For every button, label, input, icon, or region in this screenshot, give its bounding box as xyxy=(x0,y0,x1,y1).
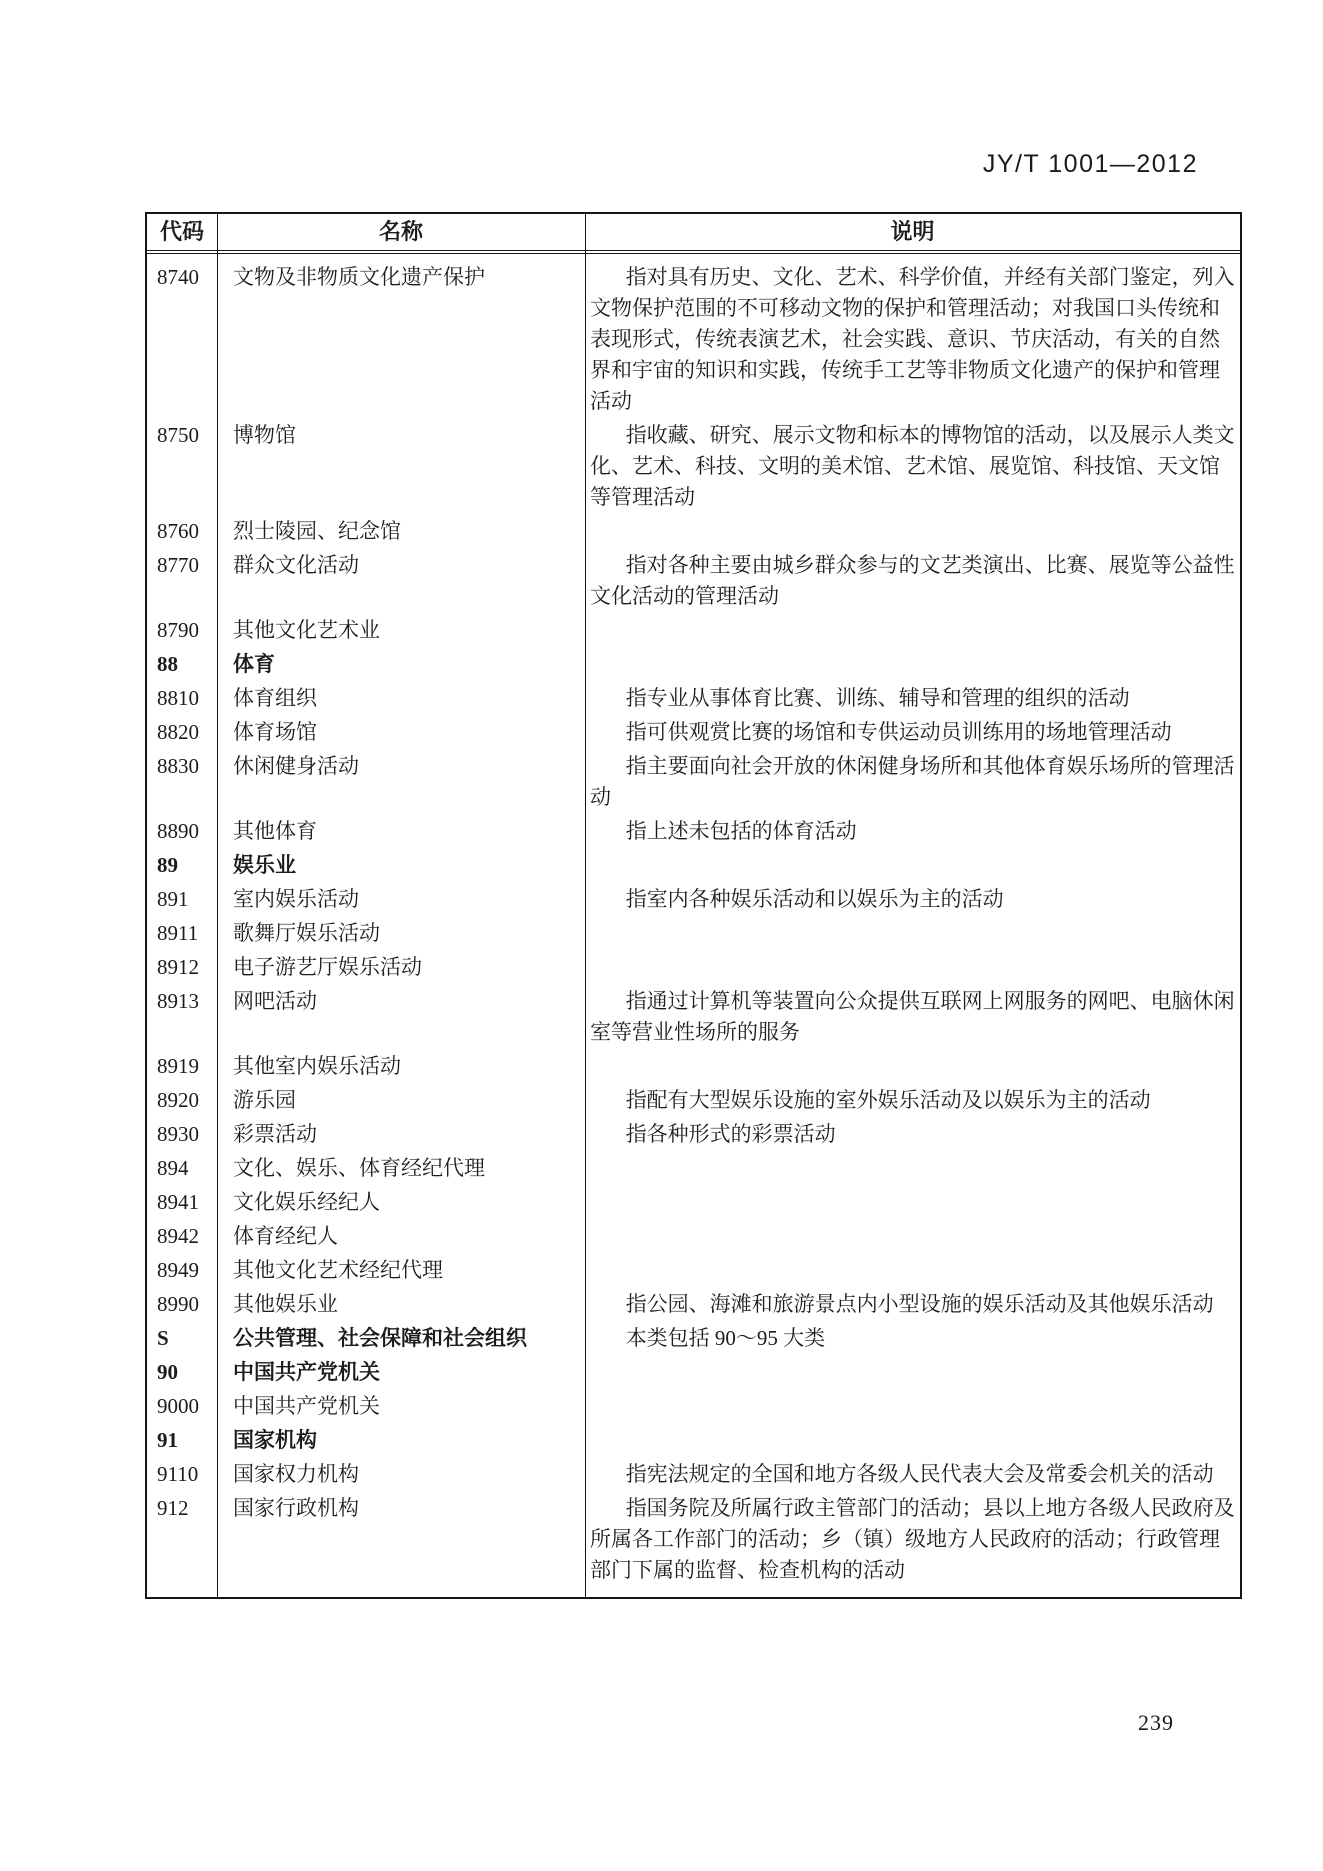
description-cell xyxy=(585,1425,1240,1456)
description-cell: 指对各种主要由城乡群众参与的文艺类演出、比赛、展览等公益性文化活动的管理活动 xyxy=(590,552,1235,608)
description-cell xyxy=(585,1153,1240,1184)
table-header-row xyxy=(147,214,1240,254)
code-cell: 88 xyxy=(157,651,178,676)
description-cell xyxy=(585,850,1240,881)
description-cell: 指可供观赏比赛的场馆和专供运动员训练用的场地管理活动 xyxy=(625,719,1172,744)
code-cell: 8919 xyxy=(157,1053,199,1078)
header-name: 名称 xyxy=(378,219,423,244)
description-cell: 指对具有历史、文化、艺术、科学价值，并经有关部门鉴定，列入文物保护范围的不可移动文物的保护和管理活动；对我国口头传统和表现形式，传统表演艺术，社会实践、意识、节庆活动，有关的自然界和宇宙的知识和实践，传统手工艺等非物质文化遗产的保护和管理活动 xyxy=(590,264,1235,413)
name-cell: 体育 xyxy=(233,651,275,676)
table-row xyxy=(147,984,1240,1049)
code-cell: 8790 xyxy=(157,617,199,642)
name-cell: 其他娱乐业 xyxy=(233,1291,338,1316)
description-cell xyxy=(585,1051,1240,1082)
code-cell: 8911 xyxy=(157,920,199,945)
code-cell: 8912 xyxy=(157,954,199,979)
table-row xyxy=(147,715,1240,749)
code-cell: 90 xyxy=(157,1359,178,1384)
name-cell: 其他文化艺术经纪代理 xyxy=(233,1257,443,1282)
description-cell: 指主要面向社会开放的休闲健身场所和其他体育娱乐场所的管理活动 xyxy=(590,753,1235,809)
table-row xyxy=(147,1287,1240,1321)
name-cell: 群众文化活动 xyxy=(233,552,359,577)
table-row xyxy=(147,1491,1240,1587)
code-cell: 8990 xyxy=(157,1291,199,1316)
code-cell: 8942 xyxy=(157,1223,199,1248)
name-cell: 休闲健身活动 xyxy=(233,753,359,778)
table-row xyxy=(147,1457,1240,1491)
name-cell: 娱乐业 xyxy=(233,852,296,877)
code-cell: 89 xyxy=(157,852,178,877)
description-cell: 指专业从事体育比赛、训练、辅导和管理的组织的活动 xyxy=(625,685,1130,710)
table-row xyxy=(147,1117,1240,1151)
header-code: 代码 xyxy=(159,219,204,244)
table-row xyxy=(147,1355,1240,1389)
table-row xyxy=(147,681,1240,715)
name-cell: 国家权力机构 xyxy=(233,1461,359,1486)
code-cell: 91 xyxy=(157,1427,178,1452)
name-cell: 体育场馆 xyxy=(233,719,317,744)
description-cell xyxy=(585,1391,1240,1422)
page-number: 239 xyxy=(1138,1710,1174,1735)
classification-table xyxy=(145,212,1242,1599)
description-cell: 指宪法规定的全国和地方各级人民代表大会及常委会机关的活动 xyxy=(625,1461,1214,1486)
table-row xyxy=(147,848,1240,882)
table-row xyxy=(147,916,1240,950)
description-cell xyxy=(585,615,1240,646)
description-cell: 本类包括 90～95 大类 xyxy=(625,1325,826,1350)
table-row xyxy=(147,418,1240,514)
header-description: 说明 xyxy=(890,219,935,244)
name-cell: 博物馆 xyxy=(233,422,296,447)
code-cell: 912 xyxy=(157,1495,189,1520)
name-cell: 文物及非物质文化遗产保护 xyxy=(233,264,485,289)
table-row xyxy=(147,548,1240,613)
code-cell: 9110 xyxy=(157,1461,199,1486)
column-divider-name-desc xyxy=(585,214,586,1597)
name-cell: 文化、娱乐、体育经纪代理 xyxy=(233,1155,485,1180)
doc-number: JY/T 1001—2012 xyxy=(982,150,1198,178)
table-row xyxy=(147,1049,1240,1083)
code-cell: S xyxy=(157,1325,169,1350)
name-cell: 其他体育 xyxy=(233,818,317,843)
name-cell: 网吧活动 xyxy=(233,988,317,1013)
table-row xyxy=(147,514,1240,548)
description-cell: 指收藏、研究、展示文物和标本的博物馆的活动，以及展示人类文化、艺术、科技、文明的美术馆、艺术馆、展览馆、科技馆、天文馆等管理活动 xyxy=(590,422,1235,509)
table-row xyxy=(147,1253,1240,1287)
description-cell: 指配有大型娱乐设施的室外娱乐活动及以娱乐为主的活动 xyxy=(625,1087,1151,1112)
name-cell: 歌舞厅娱乐活动 xyxy=(233,920,380,945)
name-cell: 国家机构 xyxy=(233,1427,317,1452)
name-cell: 烈士陵园、纪念馆 xyxy=(233,518,401,543)
code-cell: 8913 xyxy=(157,988,199,1013)
name-cell: 体育组织 xyxy=(233,685,317,710)
table-row xyxy=(147,613,1240,647)
description-cell xyxy=(585,1357,1240,1388)
table-row xyxy=(147,1389,1240,1423)
name-cell: 游乐园 xyxy=(233,1087,296,1112)
description-cell xyxy=(585,1255,1240,1286)
description-cell xyxy=(585,1221,1240,1252)
column-divider-code-name xyxy=(217,214,218,1597)
name-cell: 公共管理、社会保障和社会组织 xyxy=(233,1325,527,1350)
table-row xyxy=(147,950,1240,984)
name-cell: 文化娱乐经纪人 xyxy=(233,1189,380,1214)
code-cell: 8920 xyxy=(157,1087,199,1112)
code-cell: 8890 xyxy=(157,818,199,843)
table-row xyxy=(147,814,1240,848)
code-cell: 8750 xyxy=(157,422,199,447)
table-row xyxy=(147,1083,1240,1117)
code-cell: 8740 xyxy=(157,264,199,289)
table-row xyxy=(147,1151,1240,1185)
name-cell: 中国共产党机关 xyxy=(233,1393,380,1418)
description-cell: 指通过计算机等装置向公众提供互联网上网服务的网吧、电脑休闲室等营业性场所的服务 xyxy=(590,988,1235,1044)
table-row xyxy=(147,647,1240,681)
code-cell: 8760 xyxy=(157,518,199,543)
description-cell xyxy=(585,918,1240,949)
code-cell: 8820 xyxy=(157,719,199,744)
code-cell: 8930 xyxy=(157,1121,199,1146)
name-cell: 室内娱乐活动 xyxy=(233,886,359,911)
description-cell xyxy=(585,1187,1240,1218)
table-row xyxy=(147,1219,1240,1253)
name-cell: 电子游艺厅娱乐活动 xyxy=(233,954,422,979)
code-cell: 8949 xyxy=(157,1257,199,1282)
code-cell: 894 xyxy=(157,1155,189,1180)
description-cell xyxy=(585,649,1240,680)
code-cell: 8830 xyxy=(157,753,199,778)
table-row xyxy=(147,1423,1240,1457)
table-row xyxy=(147,749,1240,814)
table-row xyxy=(147,1185,1240,1219)
description-cell xyxy=(585,516,1240,547)
name-cell: 彩票活动 xyxy=(233,1121,317,1146)
code-cell: 8941 xyxy=(157,1189,199,1214)
table-row xyxy=(147,882,1240,916)
name-cell: 其他室内娱乐活动 xyxy=(233,1053,401,1078)
name-cell: 体育经纪人 xyxy=(233,1223,338,1248)
code-cell: 8810 xyxy=(157,685,199,710)
description-cell: 指各种形式的彩票活动 xyxy=(625,1121,836,1146)
name-cell: 中国共产党机关 xyxy=(233,1359,380,1384)
description-cell: 指室内各种娱乐活动和以娱乐为主的活动 xyxy=(625,886,1004,911)
code-cell: 8770 xyxy=(157,552,199,577)
name-cell: 国家行政机构 xyxy=(233,1495,359,1520)
description-cell: 指国务院及所属行政主管部门的活动；县以上地方各级人民政府及所属各工作部门的活动；乡（镇）级地方人民政府的活动；行政管理部门下属的监督、检查机构的活动 xyxy=(590,1495,1235,1582)
description-cell: 指公园、海滩和旅游景点内小型设施的娱乐活动及其他娱乐活动 xyxy=(625,1291,1214,1316)
name-cell: 其他文化艺术业 xyxy=(233,617,380,642)
code-cell: 891 xyxy=(157,886,189,911)
table-row xyxy=(147,260,1240,418)
table-row xyxy=(147,1321,1240,1355)
description-cell: 指上述未包括的体育活动 xyxy=(625,818,857,843)
description-cell xyxy=(585,952,1240,983)
table-body xyxy=(147,254,1240,1597)
code-cell: 9000 xyxy=(157,1393,199,1418)
